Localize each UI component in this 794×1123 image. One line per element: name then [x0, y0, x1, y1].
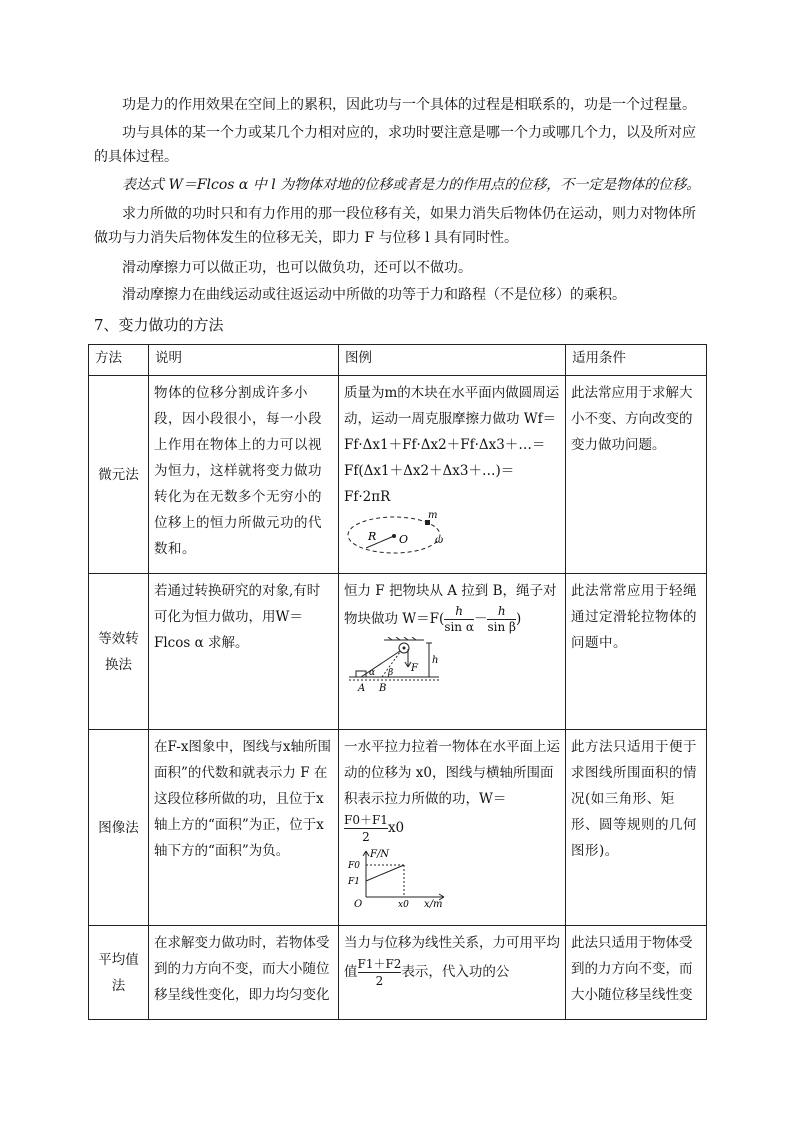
condition-cell: 此法常常应用于轻绳通过定滑轮拉物体的问题中。 — [566, 574, 707, 730]
paragraph-6: 滑动摩擦力在曲线运动或往返运动中所做的功等于力和路程（不是位移）的乘积。 — [122, 287, 626, 303]
label-alpha: α — [369, 668, 376, 678]
example-cell: 恒力 F 把物块从 A 拉到 B，绳子对物块做功 W＝F( $\frac{h}{\text{sin α}}$ － $\frac{h}{\text{sin β}}$ ) F h α β A B — [339, 574, 566, 730]
label-B: B — [379, 683, 387, 694]
description-cell: 在求解变力做功时，若物体受到的力方向不变，而大小随位移呈线性变化，即力均匀变化 — [149, 926, 339, 1020]
label-x0: x0 — [398, 900, 409, 909]
label-omega: ω — [435, 535, 444, 546]
label-beta: β — [388, 668, 394, 678]
method-cell: 平均值法 — [89, 926, 149, 1020]
header-method: 方法 — [89, 345, 149, 376]
label-F1: F1 — [348, 877, 360, 887]
method-cell: 等效转换法 — [89, 574, 149, 730]
label-FN: F/N — [370, 849, 390, 860]
description-cell: 在F-x图象中，图线与x轴所围面积”的代数和就表示力 F 在这段位移所做的功，且位于x轴上方的“面积”为正，位于x轴下方的“面积”为负。 — [149, 730, 339, 926]
paragraph-4: 求力所做的功时只和有力作用的那一段位移有关，如果力消失后物体仍在运动，则力对物体所做功与力消失后物体发生的位移无关，即力 F 与位移 l 具有同时性。 — [94, 206, 696, 246]
example-formula: $\frac{F0+F1}{2}$ x0 — [344, 813, 405, 844]
method-cell: 微元法 — [89, 376, 149, 574]
label-xm: x/m — [424, 899, 443, 909]
label-m: m — [428, 510, 438, 521]
condition-cell: 此方法只适用于便于求图线所围面积的情况(如三角形、矩形、圆等规则的几何图形)。 — [566, 730, 707, 926]
table-row — [89, 574, 707, 730]
label-F0: F0 — [348, 861, 360, 871]
header-condition: 适用条件 — [566, 345, 707, 376]
label-O: O — [399, 533, 409, 546]
label-A: A — [358, 683, 366, 694]
label-R: R — [368, 530, 377, 543]
condition-cell: 此法常应用于求解大小不变、方向改变的变力做功问题。 — [566, 376, 707, 574]
example-text: 当力与位移为线性关系，力可用平均值 — [344, 935, 560, 980]
label-h: h — [432, 655, 439, 666]
table-row — [89, 376, 707, 574]
description-cell: 若通过转换研究的对象,有时可化为恒力做功，用W＝Flcos α 求解。 — [149, 574, 339, 730]
section-heading: 7、变力做功的方法 — [94, 316, 224, 334]
label-F: F — [411, 663, 418, 674]
paragraph-1: 功是力的作用效果在空间上的累积，因此功与一个具体的过程是相联系的，功是一个过程量。 — [122, 97, 696, 113]
header-description: 说明 — [149, 345, 339, 376]
fraction-alpha: $\frac{h}{\text{sin α}}$ — [444, 604, 474, 634]
example-text: 质量为m的木块在水平面内做圆周运动，运动一周克服摩擦力做功 Wf＝Ff·Δx1＋Ff·Δx2＋Ff·Δx3＋…＝Ff(Δx1＋Δx2＋Δx3＋…)＝Ff·2πR — [344, 385, 560, 505]
example-text: 恒力 F 把物块从 A 拉到 B，绳子对物块做功 W＝F( — [344, 583, 557, 627]
methods-table — [88, 344, 707, 1020]
paragraph-5: 滑动摩擦力可以做正功，也可以做负功，还可以不做功。 — [122, 260, 472, 276]
fraction-beta: $\frac{h}{\text{sin β}}$ — [487, 604, 516, 634]
pulley-figure — [344, 637, 464, 695]
paragraph-3: 表达式 W＝Flcos α 中 l 为物体对地的位移或者是力的作用点的位移，不一定是物体的位移。 — [122, 177, 701, 193]
description-cell: 物体的位移分割成许多小段，因小段很小，每一小段上作用在物体上的力可以视为恒力，这样就将变力做功转化为在无数多个无穷小的位移上的恒力所做元功的代数和。 — [149, 376, 339, 574]
condition-cell: 此法只适用于物体受到的力方向不变，而大小随位移呈线性变 — [566, 926, 707, 1020]
force-displacement-graph — [344, 847, 454, 909]
label-origin: O — [354, 899, 363, 909]
table-row — [89, 730, 707, 926]
header-example: 图例 — [339, 345, 566, 376]
example-text: 一水平拉力拉着一物体在水平面上运动的位移为 x0，图线与横轴所围面积表示拉力所做的功，W＝ — [344, 739, 560, 807]
example-cell: 当力与位移为线性关系，力可用平均值 $\frac{F1+F2}{2}$ 表示，代入功的公 — [339, 926, 566, 1020]
example-cell — [339, 376, 566, 574]
paragraph-2: 功与具体的某一个力或某几个力相对应的，求功时要注意是哪一个力或哪几个力，以及所对应的具体过程。 — [94, 125, 696, 165]
example-cell — [339, 730, 566, 926]
table-header-row — [89, 345, 707, 376]
method-cell: 图像法 — [89, 730, 149, 926]
average-fraction: $\frac{F1+F2}{2}$ — [357, 957, 402, 988]
table-row — [89, 926, 707, 1020]
circular-motion-figure — [344, 510, 454, 560]
